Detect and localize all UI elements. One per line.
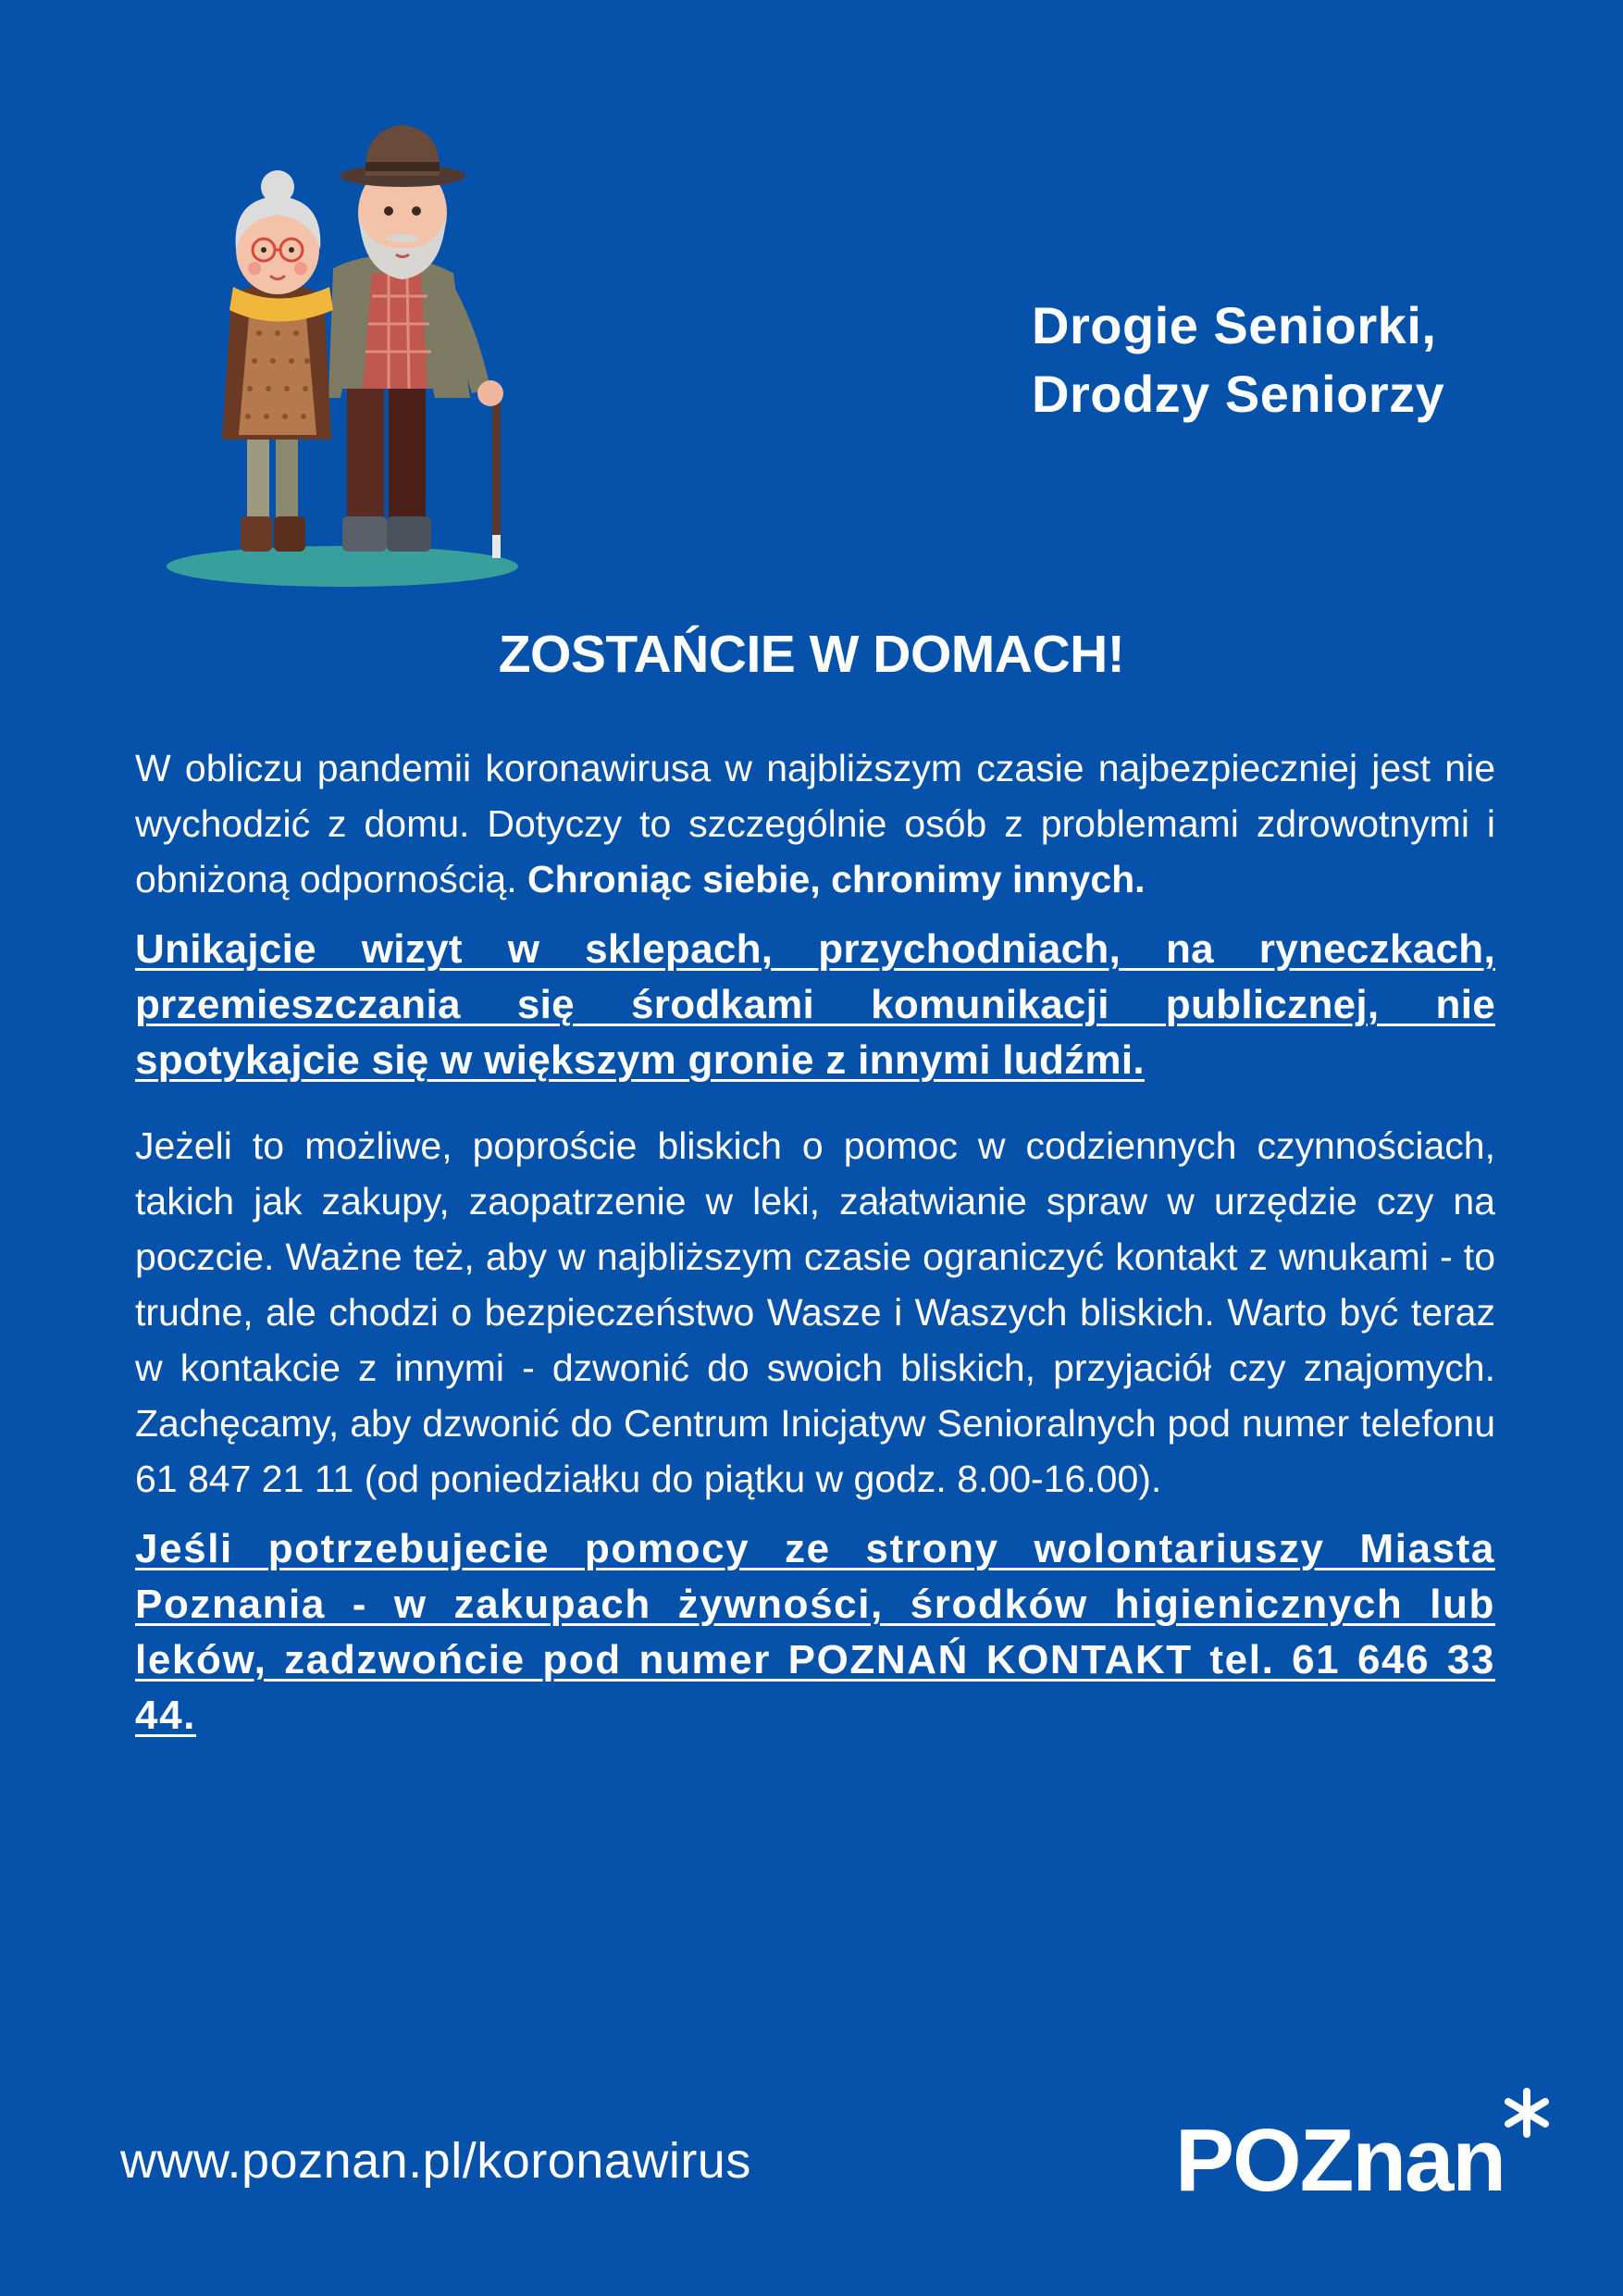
- greeting: [1032, 292, 1444, 428]
- intro-bold-text: Chroniąc siebie, chronimy innych.: [527, 858, 1146, 900]
- greeting-line-1: Drogie Seniorki,: [1032, 296, 1437, 354]
- intro-paragraph: [135, 740, 1495, 907]
- headline: ZOSTAŃCIE W DOMACH!: [498, 625, 1125, 684]
- volunteer-contact-alert: Jeśli potrzebujecie pomocy ze strony wolontariuszy Miasta Poznania - w zakupach żywności, środków higienicznych lub leków, zadzwońcie pod numer POZNAŃ KONTAKT tel. 61 646 33 44.: [135, 1526, 1495, 1738]
- poznan-logo-text: POZnan: [1175, 2111, 1505, 2210]
- footer-url[interactable]: www.poznan.pl/koronawirus: [120, 2133, 751, 2189]
- avoid-visits-alert: Unikajcie wizyt w sklepach, przychodniach, na ryneczkach, przemieszczania się środkami komunikacji publicznej, nie spotykajcie się w większym gronie z innymi ludźmi.: [135, 926, 1495, 1083]
- intro-text: W obliczu pandemii koronawirusa w najbliższym czasie najbezpieczniej jest nie wychodzić z domu. Dotyczy to szczególnie osób z problemami zdrowotnymi i obniżoną odpornością.: [135, 747, 1495, 900]
- asterisk-icon: [1501, 2087, 1553, 2139]
- greeting-line-2: Drodzy Seniorzy: [1032, 365, 1445, 423]
- main-content: [135, 740, 1495, 1773]
- poznan-logo: [1175, 2087, 1555, 2216]
- help-paragraph: Jeżeli to możliwe, poproście bliskich o pomoc w codziennych czynnościach, takich jak zakupy, zaopatrzenie w leki, załatwianie spraw w urzędzie czy na poczcie. Ważne też, aby w najbliższym czasie ograniczyć kontakt z wnukami - to trudne, ale chodzi o bezpieczeństwo Wasze i Waszych bliskich. Warto być teraz w kontakcie z innymi - dzwonić do swoich bliskich, przyjaciół czy znajomych. Zachęcamy, aby dzwonić do Centrum Inicjatyw Senioralnych pod numer telefonu 61 847 21 11 (od poniedziałku do piątku w godz. 8.00-16.00).: [135, 1124, 1495, 1500]
- senior-couple-illustration: [157, 111, 546, 592]
